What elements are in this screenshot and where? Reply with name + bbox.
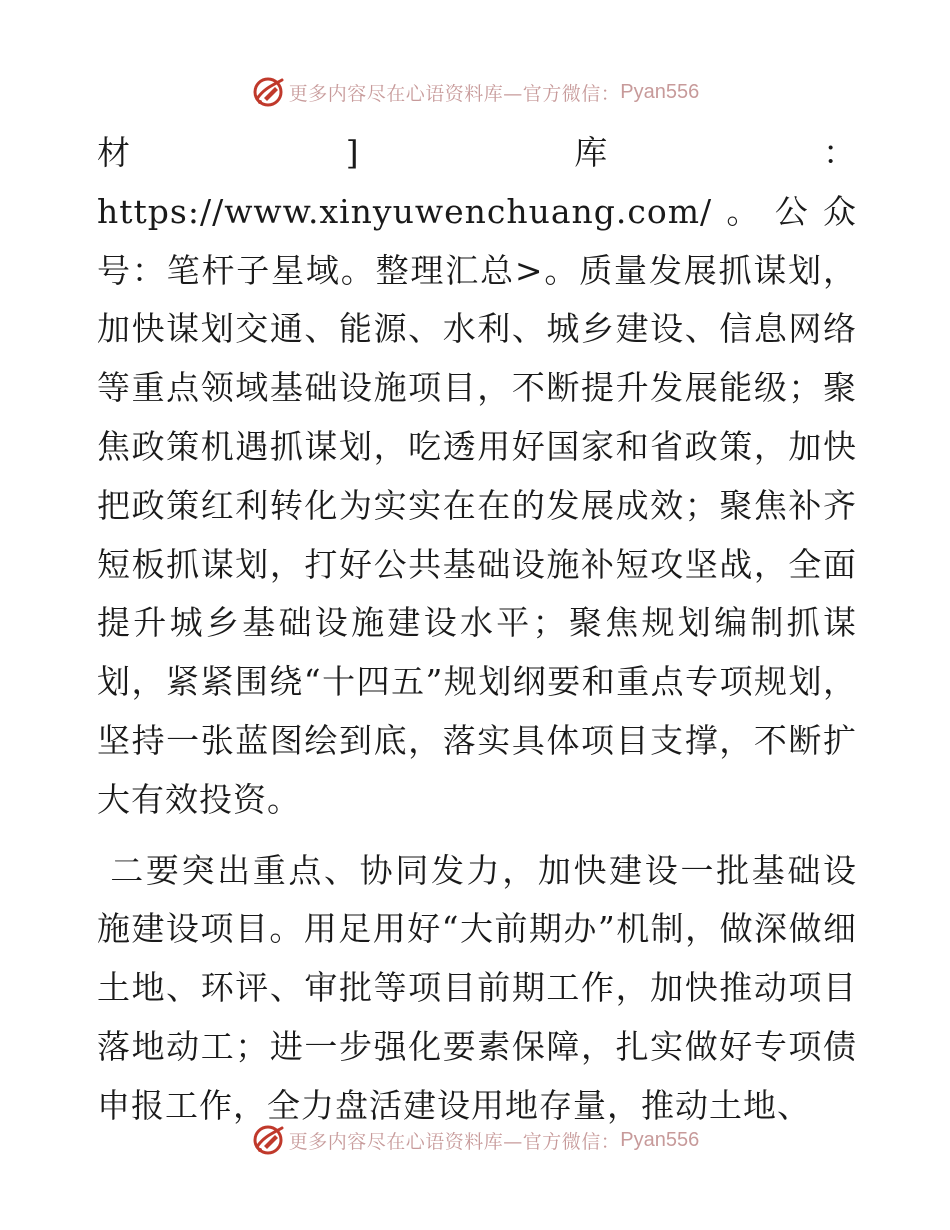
header-wechat-id: Pyan556 <box>620 80 700 103</box>
footer-banner <box>0 1120 950 1160</box>
paragraph-2: 二要突出重点、协同发力，加快建设一批基础设施建设项目。用足用好“大前期办”机制，做深做细土地、环评、审批等项目前期工作，加快推动项目落地动工；进一步强化要素保障，扎实做好专项债申报工作，全力盘活建设用地存量，推动土地、 <box>97 850 857 1125</box>
header-banner-text: 更多内容尽在心语资料库—官方微信： <box>288 82 621 105</box>
footer-banner-text: 更多内容尽在心语资料库—官方微信： <box>288 1130 621 1153</box>
header-banner <box>0 72 950 112</box>
pen-logo-icon <box>251 1123 285 1157</box>
document-body <box>97 124 857 1136</box>
footer-wechat-id: Pyan556 <box>620 1128 700 1151</box>
paragraph-1: 材]库：https://www.xinyuwenchuang.com/。公众号：笔杆子星域。整理汇总>。质量发展抓谋划，加快谋划交通、能源、水利、城乡建设、信息网络等重点领域基础设施项目，不断提升发展能级；聚焦政策机遇抓谋划，吃透用好国家和省政策，加快把政策红利转化为实实在在的发展成效；聚焦补齐短板抓谋划，打好公共基础设施补短攻坚战，全面提升城乡基础设施建设水平；聚焦规划编制抓谋划，紧紧围绕“十四五”规划纲要和重点专项规划，坚持一张蓝图绘到底，落实具体项目支撑，不断扩大有效投资。 <box>97 133 857 819</box>
pen-logo-icon <box>251 75 285 109</box>
